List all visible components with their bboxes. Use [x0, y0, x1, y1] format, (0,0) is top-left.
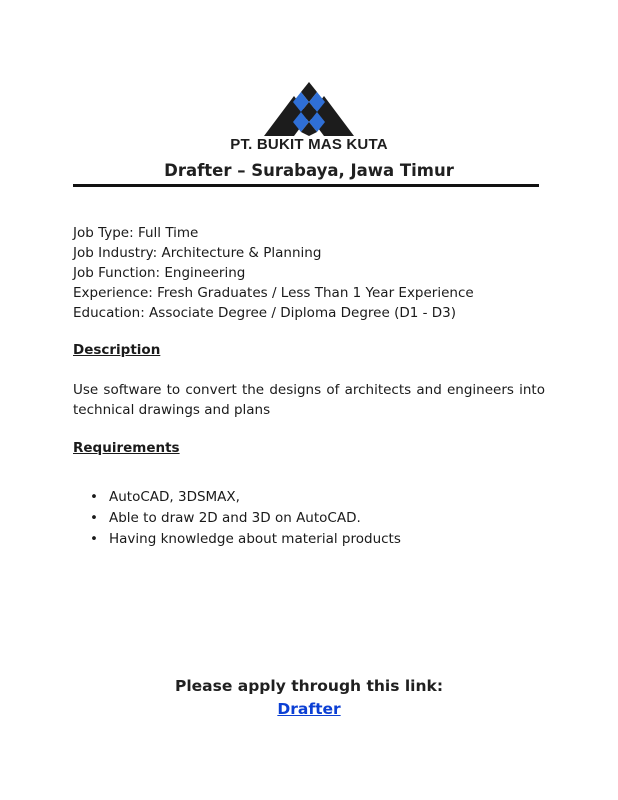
bullet-icon: • [90, 489, 98, 505]
requirement-text: Having knowledge about material products [109, 531, 401, 547]
apply-link[interactable]: Drafter [277, 700, 341, 718]
description-heading: Description [73, 342, 161, 358]
job-industry: Job Industry: Architecture & Planning [73, 245, 322, 261]
requirement-text: AutoCAD, 3DSMAX, [109, 489, 240, 505]
experience: Experience: Fresh Graduates / Less Than 1 Year Experience [73, 285, 474, 301]
list-item [90, 529, 401, 550]
title-divider [73, 184, 539, 187]
requirements-heading: Requirements [73, 440, 180, 456]
job-title: Drafter – Surabaya, Jawa Timur [164, 161, 454, 180]
job-function: Job Function: Engineering [73, 265, 246, 281]
apply-link-container [0, 700, 618, 718]
job-type: Job Type: Full Time [73, 225, 199, 241]
education: Education: Associate Degree / Diploma Degree (D1 - D3) [73, 305, 457, 321]
job-info-list [73, 223, 474, 323]
company-name: PT. BUKIT MAS KUTA [230, 136, 388, 153]
requirements-list [90, 487, 401, 550]
requirement-text: Able to draw 2D and 3D on AutoCAD. [109, 510, 361, 526]
description-text: Use software to convert the designs of architects and engineers into technical drawings and plans [73, 382, 545, 418]
bullet-icon: • [90, 510, 98, 526]
company-logo-icon [264, 78, 354, 138]
bullet-icon: • [90, 531, 98, 547]
list-item [90, 508, 401, 529]
list-item [90, 487, 401, 508]
apply-instruction: Please apply through this link: [174, 677, 444, 695]
